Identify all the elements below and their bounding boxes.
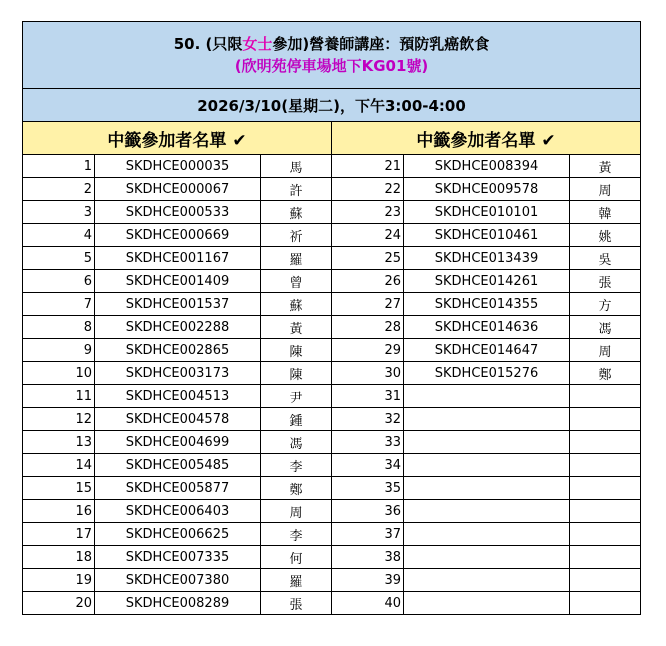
right-row-number: 25 (332, 247, 404, 270)
left-participant-code: SKDHCE008289 (95, 592, 261, 615)
left-row-number: 20 (23, 592, 95, 615)
right-participant-surname (570, 546, 641, 569)
left-participant-code: SKDHCE000669 (95, 224, 261, 247)
event-location: (欣明苑停車場地下KG01號) (234, 57, 429, 75)
left-participant-surname: 曾 (261, 270, 332, 293)
right-participant-code (404, 546, 570, 569)
left-participant-surname: 張 (261, 592, 332, 615)
left-participant-code: SKDHCE004513 (95, 385, 261, 408)
left-row-number: 5 (23, 247, 95, 270)
left-participant-code: SKDHCE006625 (95, 523, 261, 546)
event-title-cell (23, 22, 641, 89)
left-row-number: 8 (23, 316, 95, 339)
left-participant-code: SKDHCE004578 (95, 408, 261, 431)
right-participant-surname (570, 385, 641, 408)
right-row-number: 21 (332, 155, 404, 178)
right-participant-surname: 吳 (570, 247, 641, 270)
right-row-number: 39 (332, 569, 404, 592)
right-participant-code: SKDHCE014636 (404, 316, 570, 339)
table-row (23, 569, 641, 592)
left-participant-surname: 陳 (261, 339, 332, 362)
right-row-number: 36 (332, 500, 404, 523)
right-row-number: 40 (332, 592, 404, 615)
left-row-number: 9 (23, 339, 95, 362)
left-participant-surname: 李 (261, 523, 332, 546)
title-suffix: 參加)營養師講座：預防乳癌飲食 (272, 35, 490, 53)
left-row-number: 4 (23, 224, 95, 247)
right-participant-surname: 黃 (570, 155, 641, 178)
right-participant-code: SKDHCE014355 (404, 293, 570, 316)
right-row-number: 35 (332, 477, 404, 500)
right-participant-code (404, 523, 570, 546)
left-participant-code: SKDHCE005877 (95, 477, 261, 500)
right-participant-code (404, 477, 570, 500)
table-row (23, 408, 641, 431)
left-participant-surname: 尹 (261, 385, 332, 408)
left-participant-code: SKDHCE001537 (95, 293, 261, 316)
left-list-header (23, 122, 332, 155)
list-header-label: 中籤參加者名單 (107, 130, 227, 151)
right-row-number: 37 (332, 523, 404, 546)
left-row-number: 14 (23, 454, 95, 477)
table-row (23, 500, 641, 523)
title-prefix: 50. (只限 (173, 35, 243, 53)
table-row (23, 546, 641, 569)
right-list-header (332, 122, 641, 155)
left-participant-surname: 羅 (261, 247, 332, 270)
right-participant-code (404, 454, 570, 477)
left-participant-code: SKDHCE003173 (95, 362, 261, 385)
check-icon: ✔ (232, 130, 247, 151)
left-participant-surname: 鄭 (261, 477, 332, 500)
left-participant-code: SKDHCE000035 (95, 155, 261, 178)
left-participant-code: SKDHCE005485 (95, 454, 261, 477)
left-row-number: 16 (23, 500, 95, 523)
table-row (23, 385, 641, 408)
right-row-number: 30 (332, 362, 404, 385)
left-row-number: 19 (23, 569, 95, 592)
right-participant-surname: 鄭 (570, 362, 641, 385)
right-participant-surname: 馮 (570, 316, 641, 339)
left-participant-surname: 周 (261, 500, 332, 523)
left-row-number: 18 (23, 546, 95, 569)
right-row-number: 27 (332, 293, 404, 316)
right-participant-surname (570, 408, 641, 431)
participant-table (22, 21, 641, 615)
right-participant-surname: 方 (570, 293, 641, 316)
right-participant-code (404, 592, 570, 615)
left-row-number: 12 (23, 408, 95, 431)
right-participant-surname: 韓 (570, 201, 641, 224)
event-datetime: 2026/3/10(星期二)，下午3:00-4:00 (23, 89, 641, 122)
left-row-number: 6 (23, 270, 95, 293)
left-participant-code: SKDHCE000067 (95, 178, 261, 201)
right-participant-surname (570, 523, 641, 546)
right-participant-code (404, 431, 570, 454)
left-participant-surname: 黃 (261, 316, 332, 339)
right-participant-surname: 姚 (570, 224, 641, 247)
left-participant-code: SKDHCE006403 (95, 500, 261, 523)
left-row-number: 17 (23, 523, 95, 546)
table-row (23, 178, 641, 201)
left-participant-surname: 許 (261, 178, 332, 201)
right-row-number: 34 (332, 454, 404, 477)
right-participant-code: SKDHCE008394 (404, 155, 570, 178)
right-participant-surname (570, 477, 641, 500)
left-participant-surname: 何 (261, 546, 332, 569)
right-participant-code: SKDHCE009578 (404, 178, 570, 201)
right-participant-code: SKDHCE014261 (404, 270, 570, 293)
left-participant-code: SKDHCE001409 (95, 270, 261, 293)
right-participant-surname: 周 (570, 339, 641, 362)
right-row-number: 29 (332, 339, 404, 362)
right-participant-code: SKDHCE014647 (404, 339, 570, 362)
left-row-number: 3 (23, 201, 95, 224)
right-participant-code (404, 569, 570, 592)
table-row (23, 155, 641, 178)
left-participant-surname: 羅 (261, 569, 332, 592)
right-row-number: 31 (332, 385, 404, 408)
left-participant-surname: 鍾 (261, 408, 332, 431)
left-participant-code: SKDHCE000533 (95, 201, 261, 224)
left-participant-code: SKDHCE004699 (95, 431, 261, 454)
right-participant-surname (570, 454, 641, 477)
right-participant-surname (570, 569, 641, 592)
table-row (23, 592, 641, 615)
left-participant-code: SKDHCE007335 (95, 546, 261, 569)
left-row-number: 13 (23, 431, 95, 454)
table-row (23, 201, 641, 224)
right-participant-surname (570, 431, 641, 454)
left-participant-surname: 馬 (261, 155, 332, 178)
right-participant-code: SKDHCE010461 (404, 224, 570, 247)
right-participant-code: SKDHCE015276 (404, 362, 570, 385)
title-highlight: 女士 (242, 35, 273, 53)
table-row (23, 431, 641, 454)
table-row (23, 316, 641, 339)
right-participant-code (404, 408, 570, 431)
table-row (23, 477, 641, 500)
right-participant-code: SKDHCE010101 (404, 201, 570, 224)
left-row-number: 15 (23, 477, 95, 500)
right-row-number: 32 (332, 408, 404, 431)
check-icon: ✔ (541, 130, 556, 151)
list-header-label: 中籤參加者名單 (416, 130, 536, 151)
right-participant-surname (570, 500, 641, 523)
left-participant-surname: 蘇 (261, 293, 332, 316)
table-row (23, 293, 641, 316)
event-title (23, 33, 640, 55)
left-row-number: 1 (23, 155, 95, 178)
right-row-number: 33 (332, 431, 404, 454)
right-participant-surname: 周 (570, 178, 641, 201)
left-participant-code: SKDHCE001167 (95, 247, 261, 270)
right-participant-surname (570, 592, 641, 615)
right-participant-surname: 張 (570, 270, 641, 293)
left-participant-code: SKDHCE002865 (95, 339, 261, 362)
left-participant-code: SKDHCE007380 (95, 569, 261, 592)
participant-sheet (22, 21, 640, 615)
right-row-number: 22 (332, 178, 404, 201)
left-participant-surname: 馮 (261, 431, 332, 454)
left-row-number: 7 (23, 293, 95, 316)
left-participant-surname: 祈 (261, 224, 332, 247)
right-participant-code: SKDHCE013439 (404, 247, 570, 270)
table-row (23, 454, 641, 477)
left-row-number: 11 (23, 385, 95, 408)
table-row (23, 270, 641, 293)
table-row (23, 247, 641, 270)
right-row-number: 26 (332, 270, 404, 293)
table-row (23, 339, 641, 362)
left-row-number: 2 (23, 178, 95, 201)
table-row (23, 523, 641, 546)
right-row-number: 23 (332, 201, 404, 224)
left-participant-surname: 陳 (261, 362, 332, 385)
left-row-number: 10 (23, 362, 95, 385)
right-participant-code (404, 385, 570, 408)
right-row-number: 28 (332, 316, 404, 339)
table-row (23, 362, 641, 385)
right-row-number: 38 (332, 546, 404, 569)
right-participant-code (404, 500, 570, 523)
left-participant-code: SKDHCE002288 (95, 316, 261, 339)
table-row (23, 224, 641, 247)
left-participant-surname: 蘇 (261, 201, 332, 224)
left-participant-surname: 李 (261, 454, 332, 477)
right-row-number: 24 (332, 224, 404, 247)
